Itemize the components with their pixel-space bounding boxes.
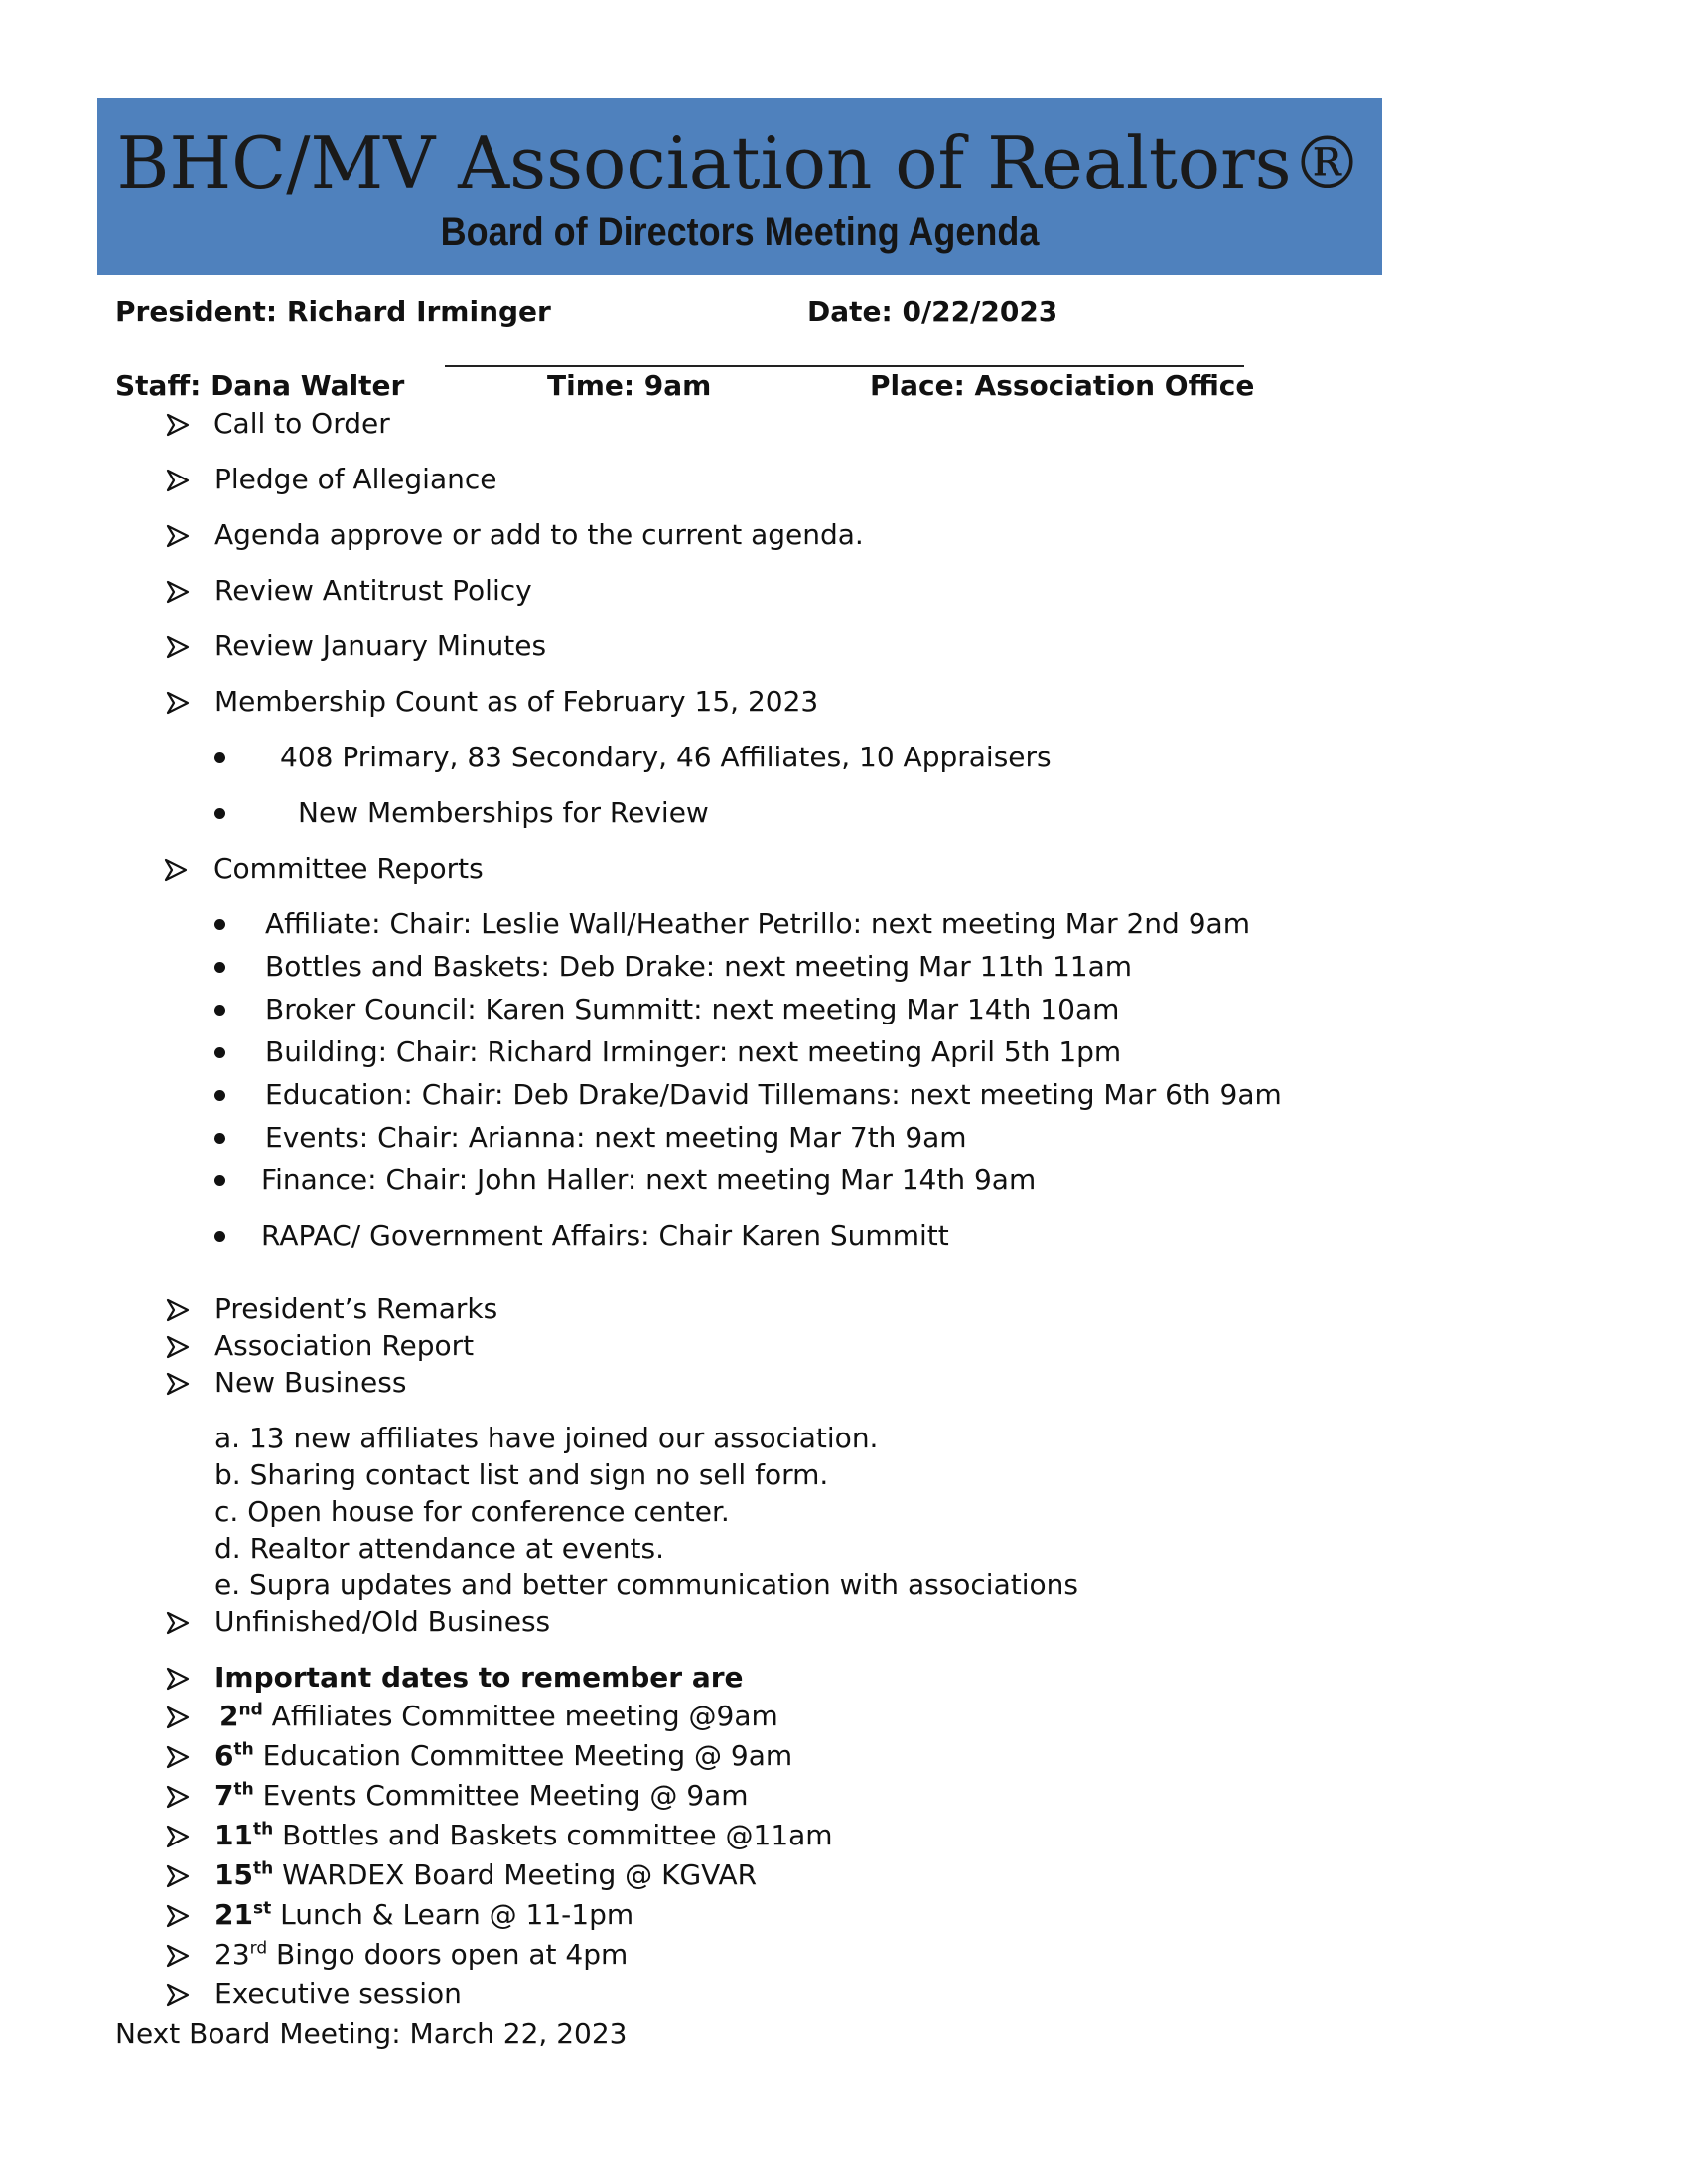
new-business-item-a: a. 13 new affiliates have joined our association.: [214, 1422, 879, 1454]
arrow-bullet-icon: [165, 1982, 191, 2008]
date-item-15th: 15th WARDEX Board Meeting @ KGVAR: [214, 1858, 758, 1891]
bullet-dot: [214, 808, 225, 819]
president-line: President: Richard Irminger: [115, 295, 551, 328]
arrow-bullet-icon: [165, 690, 191, 716]
arrow-bullet-icon: [165, 1297, 191, 1323]
bullet-dot: [214, 1047, 225, 1058]
arrow-bullet-icon: [165, 1744, 191, 1770]
date-item-7th: 7th Events Committee Meeting @ 9am: [214, 1779, 749, 1812]
committee-rapac: RAPAC/ Government Affairs: Chair Karen Summitt: [261, 1219, 949, 1252]
bullet-dot: [214, 1133, 225, 1144]
staff-line: Staff: Dana Walter: [115, 369, 405, 402]
organization-title: BHC/MV Association of Realtors®: [116, 121, 1363, 205]
new-business-item-e: e. Supra updates and better communication with associations: [214, 1569, 1078, 1601]
arrow-bullet-icon: [165, 1824, 191, 1849]
date-item-21st: 21st Lunch & Learn @ 11-1pm: [214, 1898, 634, 1931]
agenda-item-minutes: Review January Minutes: [214, 629, 547, 662]
date-item-11th: 11th Bottles and Baskets committee @11am: [214, 1819, 833, 1851]
time-line: Time: 9am: [547, 369, 712, 402]
arrow-bullet-icon: [165, 468, 191, 493]
place-line: Place: Association Office: [870, 369, 1255, 402]
bullet-dot: [214, 752, 225, 763]
membership-counts: 408 Primary, 83 Secondary, 46 Affiliates, 10 Appraisers: [280, 741, 1052, 773]
agenda-item-pledge: Pledge of Allegiance: [214, 463, 497, 495]
important-dates-heading: Important dates to remember are: [214, 1661, 744, 1694]
committee-events: Events: Chair: Arianna: next meeting Mar 7th 9am: [265, 1121, 967, 1154]
arrow-bullet-icon: [165, 523, 191, 549]
arrow-bullet-icon: [165, 412, 191, 438]
committee-finance: Finance: Chair: John Haller: next meeting Mar 14th 9am: [261, 1163, 1037, 1196]
agenda-item-executive-session: Executive session: [214, 1978, 462, 2010]
committee-broker-council: Broker Council: Karen Summitt: next meeting Mar 14th 10am: [265, 993, 1120, 1025]
agenda-item-approve: Agenda approve or add to the current agenda.: [214, 518, 864, 551]
bullet-dot: [214, 919, 225, 930]
info-divider: [445, 365, 1244, 367]
agenda-item-unfinished: Unfinished/Old Business: [214, 1605, 551, 1638]
arrow-bullet-icon: [165, 1666, 191, 1692]
arrow-bullet-icon: [165, 1784, 191, 1810]
bullet-dot: [214, 962, 225, 973]
arrow-bullet-icon: [165, 1863, 191, 1889]
arrow-bullet-icon: [165, 1705, 191, 1730]
date-item-2nd: 2nd Affiliates Committee meeting @9am: [219, 1700, 778, 1732]
bullet-dot: [214, 1175, 225, 1186]
new-business-item-d: d. Realtor attendance at events.: [214, 1532, 665, 1565]
new-business-item-b: b. Sharing contact list and sign no sell form.: [214, 1458, 829, 1491]
date-line: Date: 0/22/2023: [807, 295, 1058, 328]
date-item-23rd: 23rd Bingo doors open at 4pm: [214, 1938, 629, 1971]
agenda-item-antitrust: Review Antitrust Policy: [214, 574, 532, 607]
arrow-bullet-icon: [165, 1371, 191, 1397]
new-memberships: New Memberships for Review: [298, 796, 709, 829]
bullet-dot: [214, 1005, 225, 1016]
committee-education: Education: Chair: Deb Drake/David Tillemans: next meeting Mar 6th 9am: [265, 1078, 1282, 1111]
date-item-6th: 6th Education Committee Meeting @ 9am: [214, 1739, 793, 1772]
agenda-item-new-business: New Business: [214, 1366, 407, 1399]
arrow-bullet-icon: [165, 1903, 191, 1929]
arrow-bullet-icon: [165, 634, 191, 660]
new-business-item-c: c. Open house for conference center.: [214, 1495, 730, 1528]
arrow-bullet-icon: [165, 1334, 191, 1360]
agenda-item-committee-reports: Committee Reports: [213, 852, 484, 885]
document-subtitle: Board of Directors Meeting Agenda: [440, 210, 1040, 254]
bullet-dot: [214, 1090, 225, 1101]
next-board-meeting: Next Board Meeting: March 22, 2023: [115, 2017, 628, 2050]
agenda-item-presidents-remarks: President’s Remarks: [214, 1293, 498, 1325]
arrow-bullet-icon: [165, 579, 191, 605]
agenda-item-association-report: Association Report: [214, 1329, 475, 1362]
arrow-bullet-icon: [163, 857, 189, 883]
arrow-bullet-icon: [165, 1943, 191, 1969]
header-banner: [97, 98, 1382, 275]
arrow-bullet-icon: [165, 1610, 191, 1636]
committee-affiliate: Affiliate: Chair: Leslie Wall/Heather Petrillo: next meeting Mar 2nd 9am: [265, 907, 1250, 940]
committee-building: Building: Chair: Richard Irminger: next meeting April 5th 1pm: [265, 1035, 1122, 1068]
committee-bottles-baskets: Bottles and Baskets: Deb Drake: next meeting Mar 11th 11am: [265, 950, 1133, 983]
agenda-item-membership: Membership Count as of February 15, 2023: [214, 685, 819, 718]
bullet-dot: [214, 1231, 225, 1242]
agenda-item-call-to-order: Call to Order: [213, 407, 390, 440]
